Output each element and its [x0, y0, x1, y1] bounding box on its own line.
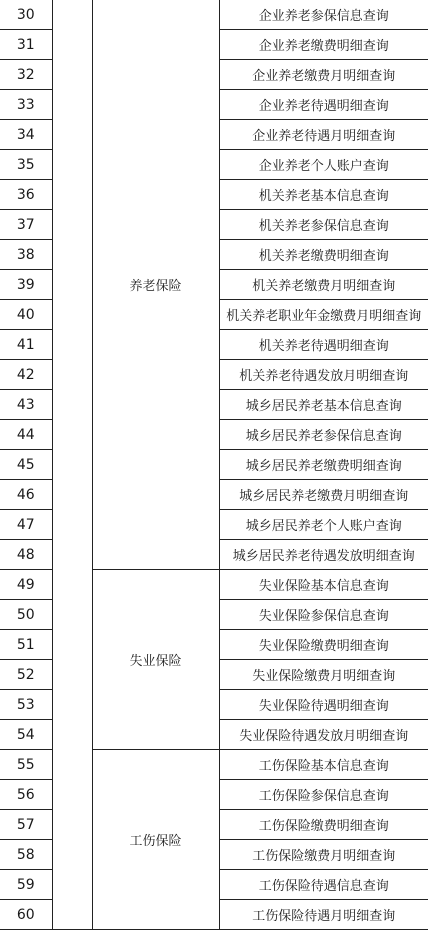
- service-item: 失业保险待遇发放月明细查询: [219, 720, 428, 750]
- row-number: 35: [0, 150, 52, 180]
- row-number: 42: [0, 360, 52, 390]
- service-item: 城乡居民养老缴费明细查询: [219, 450, 428, 480]
- service-item: 企业养老个人账户查询: [219, 150, 428, 180]
- row-number: 56: [0, 780, 52, 810]
- service-item: 机关养老缴费月明细查询: [219, 270, 428, 300]
- empty-column: [52, 0, 92, 930]
- service-item: 失业保险缴费月明细查询: [219, 660, 428, 690]
- row-number: 36: [0, 180, 52, 210]
- row-number: 48: [0, 540, 52, 570]
- service-item: 机关养老职业年金缴费月明细查询: [219, 300, 428, 330]
- row-number: 55: [0, 750, 52, 780]
- row-number: 33: [0, 90, 52, 120]
- row-number: 46: [0, 480, 52, 510]
- service-item: 企业养老待遇明细查询: [219, 90, 428, 120]
- row-number: 37: [0, 210, 52, 240]
- service-item: 城乡居民养老个人账户查询: [219, 510, 428, 540]
- service-item: 失业保险基本信息查询: [219, 570, 428, 600]
- service-item: 失业保险参保信息查询: [219, 600, 428, 630]
- table-row: [0, 0, 428, 30]
- service-item: 工伤保险待遇信息查询: [219, 870, 428, 900]
- service-item: 机关养老待遇发放月明细查询: [219, 360, 428, 390]
- row-number: 47: [0, 510, 52, 540]
- service-item: 工伤保险基本信息查询: [219, 750, 428, 780]
- service-item: 工伤保险缴费月明细查询: [219, 840, 428, 870]
- row-number: 57: [0, 810, 52, 840]
- service-item: 失业保险待遇明细查询: [219, 690, 428, 720]
- row-number: 59: [0, 870, 52, 900]
- service-item: 城乡居民养老基本信息查询: [219, 390, 428, 420]
- row-number: 43: [0, 390, 52, 420]
- row-number: 58: [0, 840, 52, 870]
- service-item: 机关养老缴费明细查询: [219, 240, 428, 270]
- service-item: 城乡居民养老参保信息查询: [219, 420, 428, 450]
- row-number: 50: [0, 600, 52, 630]
- service-item: 企业养老缴费明细查询: [219, 30, 428, 60]
- service-item: 企业养老参保信息查询: [219, 0, 428, 30]
- row-number: 34: [0, 120, 52, 150]
- row-number: 40: [0, 300, 52, 330]
- service-item: 工伤保险待遇月明细查询: [219, 900, 428, 930]
- service-item: 失业保险缴费明细查询: [219, 630, 428, 660]
- row-number: 51: [0, 630, 52, 660]
- service-item: 城乡居民养老待遇发放明细查询: [219, 540, 428, 570]
- row-number: 41: [0, 330, 52, 360]
- row-number: 39: [0, 270, 52, 300]
- row-number: 52: [0, 660, 52, 690]
- row-number: 32: [0, 60, 52, 90]
- service-item: 工伤保险缴费明细查询: [219, 810, 428, 840]
- service-item: 企业养老缴费月明细查询: [219, 60, 428, 90]
- row-number: 30: [0, 0, 52, 30]
- service-item: 机关养老待遇明细查询: [219, 330, 428, 360]
- service-item: 机关养老参保信息查询: [219, 210, 428, 240]
- row-number: 54: [0, 720, 52, 750]
- row-number: 45: [0, 450, 52, 480]
- category-cell: 失业保险: [92, 570, 219, 750]
- row-number: 53: [0, 690, 52, 720]
- row-number: 44: [0, 420, 52, 450]
- category-cell: 养老保险: [92, 0, 219, 570]
- category-cell: 工伤保险: [92, 750, 219, 930]
- service-item: 城乡居民养老缴费月明细查询: [219, 480, 428, 510]
- service-item: 工伤保险参保信息查询: [219, 780, 428, 810]
- row-number: 38: [0, 240, 52, 270]
- row-number: 49: [0, 570, 52, 600]
- row-number: 60: [0, 900, 52, 930]
- service-item: 企业养老待遇月明细查询: [219, 120, 428, 150]
- service-item: 机关养老基本信息查询: [219, 180, 428, 210]
- row-number: 31: [0, 30, 52, 60]
